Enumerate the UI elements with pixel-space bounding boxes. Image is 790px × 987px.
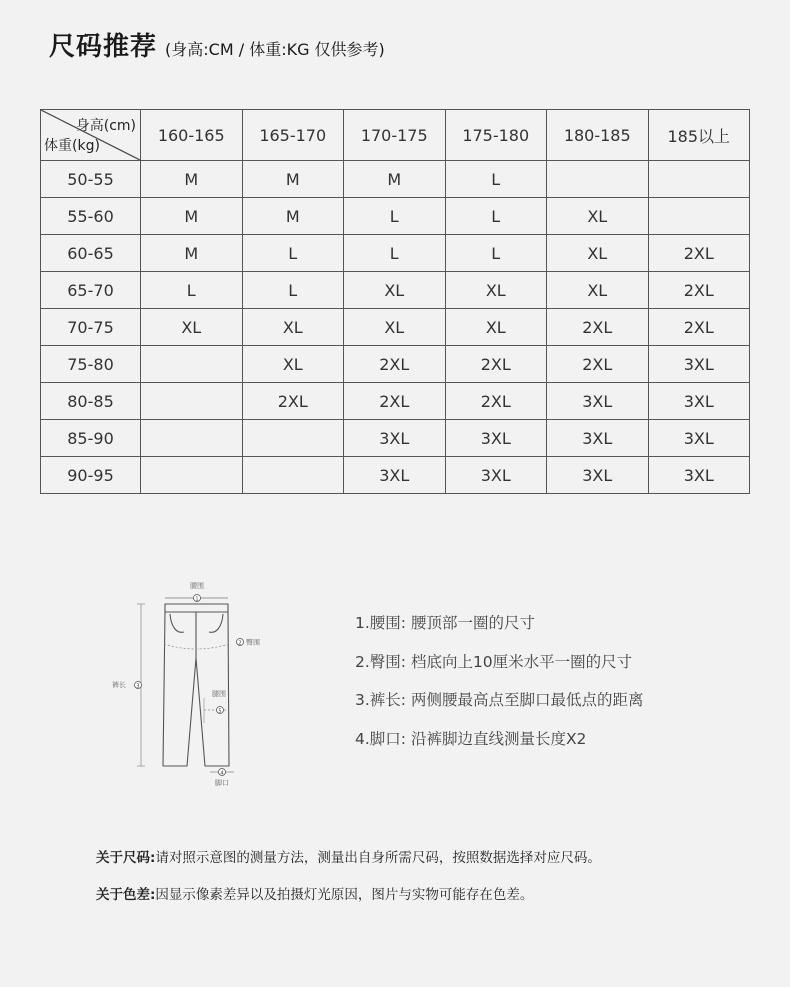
table-row xyxy=(41,346,750,383)
table-row xyxy=(41,309,750,346)
size-cell: XL xyxy=(547,235,649,272)
size-cell: XL xyxy=(141,309,243,346)
size-cell: 3XL xyxy=(445,457,547,494)
table-corner-cell xyxy=(41,110,141,161)
size-cell xyxy=(141,420,243,457)
weight-cell: 90-95 xyxy=(41,457,141,494)
thigh-label: 腿围 xyxy=(212,690,226,698)
size-cell xyxy=(547,161,649,198)
footnote-size-text: 请对照示意图的测量方法，测量出自身所需尺码，按照数据选择对应尺码。 xyxy=(155,850,601,866)
size-cell xyxy=(242,420,344,457)
column-header: 175-180 xyxy=(445,110,547,161)
size-cell: XL xyxy=(445,309,547,346)
size-cell: 3XL xyxy=(344,420,446,457)
size-cell: L xyxy=(141,272,243,309)
size-cell: 2XL xyxy=(648,235,750,272)
size-cell: 2XL xyxy=(344,346,446,383)
column-header: 180-185 xyxy=(547,110,649,161)
weight-cell: 65-70 xyxy=(41,272,141,309)
corner-height-label: 身高(cm) xyxy=(75,118,136,134)
size-cell: M xyxy=(141,161,243,198)
column-header: 170-175 xyxy=(344,110,446,161)
column-header: 160-165 xyxy=(141,110,243,161)
footnote-color-text: 因显示像素差异以及拍摄灯光原因，图片与实物可能存在色差。 xyxy=(155,887,534,903)
weight-cell: 50-55 xyxy=(41,161,141,198)
waist-label: 腰围 xyxy=(190,582,204,590)
size-cell: XL xyxy=(242,309,344,346)
table-row xyxy=(41,420,750,457)
note-length: 3.裤长: 两侧腰最高点至脚口最低点的距离 xyxy=(355,691,644,709)
waist-marker-number: 1 xyxy=(195,596,199,603)
weight-cell: 85-90 xyxy=(41,420,141,457)
size-cell: 3XL xyxy=(547,457,649,494)
size-cell: 2XL xyxy=(547,346,649,383)
size-cell: XL xyxy=(445,272,547,309)
footnote-color-label: 关于色差: xyxy=(96,887,156,903)
corner-weight-label: 体重(kg) xyxy=(44,138,100,154)
size-cell: XL xyxy=(547,198,649,235)
size-cell: 2XL xyxy=(242,383,344,420)
size-cell: 3XL xyxy=(547,420,649,457)
hip-marker-number: 2 xyxy=(238,640,242,647)
size-cell xyxy=(141,457,243,494)
size-cell: L xyxy=(344,235,446,272)
size-cell: 2XL xyxy=(648,272,750,309)
title-row xyxy=(49,26,385,63)
table-row xyxy=(41,383,750,420)
table-row xyxy=(41,161,750,198)
thigh-marker-number: 5 xyxy=(218,708,222,715)
size-table xyxy=(40,109,750,494)
size-cell: 2XL xyxy=(445,383,547,420)
size-cell xyxy=(648,198,750,235)
size-cell: 3XL xyxy=(445,420,547,457)
size-cell: XL xyxy=(344,309,446,346)
hem-label: 脚口 xyxy=(215,779,229,787)
weight-cell: 55-60 xyxy=(41,198,141,235)
footnote-size-label: 关于尺码: xyxy=(96,850,156,866)
hem-marker-number: 4 xyxy=(220,770,224,777)
pants-outline-icon xyxy=(163,604,229,766)
size-cell: M xyxy=(344,161,446,198)
size-cell: 3XL xyxy=(547,383,649,420)
column-header: 185以上 xyxy=(648,110,750,161)
size-cell: L xyxy=(445,198,547,235)
footnote-size xyxy=(96,846,601,866)
size-cell: M xyxy=(141,198,243,235)
size-cell: L xyxy=(445,161,547,198)
hip-label: 臀围 xyxy=(246,638,260,647)
size-cell: L xyxy=(242,235,344,272)
size-cell xyxy=(648,161,750,198)
size-cell: M xyxy=(242,198,344,235)
note-hem: 4.脚口: 沿裤脚边直线测量长度X2 xyxy=(355,729,587,748)
size-cell: 3XL xyxy=(344,457,446,494)
note-waist: 1.腰围: 腰顶部一圈的尺寸 xyxy=(355,614,535,632)
size-cell: M xyxy=(141,235,243,272)
size-cell: 3XL xyxy=(648,346,750,383)
size-cell: XL xyxy=(547,272,649,309)
size-cell xyxy=(141,346,243,383)
size-cell: L xyxy=(344,198,446,235)
size-cell: L xyxy=(445,235,547,272)
table-row xyxy=(41,272,750,309)
size-cell: M xyxy=(242,161,344,198)
size-cell: 3XL xyxy=(648,420,750,457)
column-header: 165-170 xyxy=(242,110,344,161)
table-body xyxy=(41,161,750,494)
weight-cell: 80-85 xyxy=(41,383,141,420)
weight-cell: 75-80 xyxy=(41,346,141,383)
measurement-notes xyxy=(355,611,643,765)
table-row xyxy=(41,198,750,235)
page-subtitle: (身高:CM / 体重:KG 仅供参考) xyxy=(165,40,385,59)
size-cell xyxy=(242,457,344,494)
size-cell: 2XL xyxy=(648,309,750,346)
table-row xyxy=(41,457,750,494)
note-hip: 2.臀围: 档底向上10厘米水平一圈的尺寸 xyxy=(355,652,633,671)
size-cell: L xyxy=(242,272,344,309)
length-marker-number: 3 xyxy=(136,683,140,690)
size-cell xyxy=(141,383,243,420)
pants-diagram xyxy=(108,578,278,790)
table-header-row xyxy=(41,110,750,161)
length-label: 裤长 xyxy=(112,681,126,689)
weight-cell: 60-65 xyxy=(41,235,141,272)
footnote-color xyxy=(96,883,533,903)
table-row xyxy=(41,235,750,272)
size-cell: 3XL xyxy=(648,383,750,420)
size-cell: 2XL xyxy=(547,309,649,346)
size-cell: XL xyxy=(344,272,446,309)
size-cell: XL xyxy=(242,346,344,383)
size-cell: 2XL xyxy=(344,383,446,420)
size-cell: 2XL xyxy=(445,346,547,383)
page-title: 尺码推荐 xyxy=(49,32,158,62)
size-cell: 3XL xyxy=(648,457,750,494)
weight-cell: 70-75 xyxy=(41,309,141,346)
